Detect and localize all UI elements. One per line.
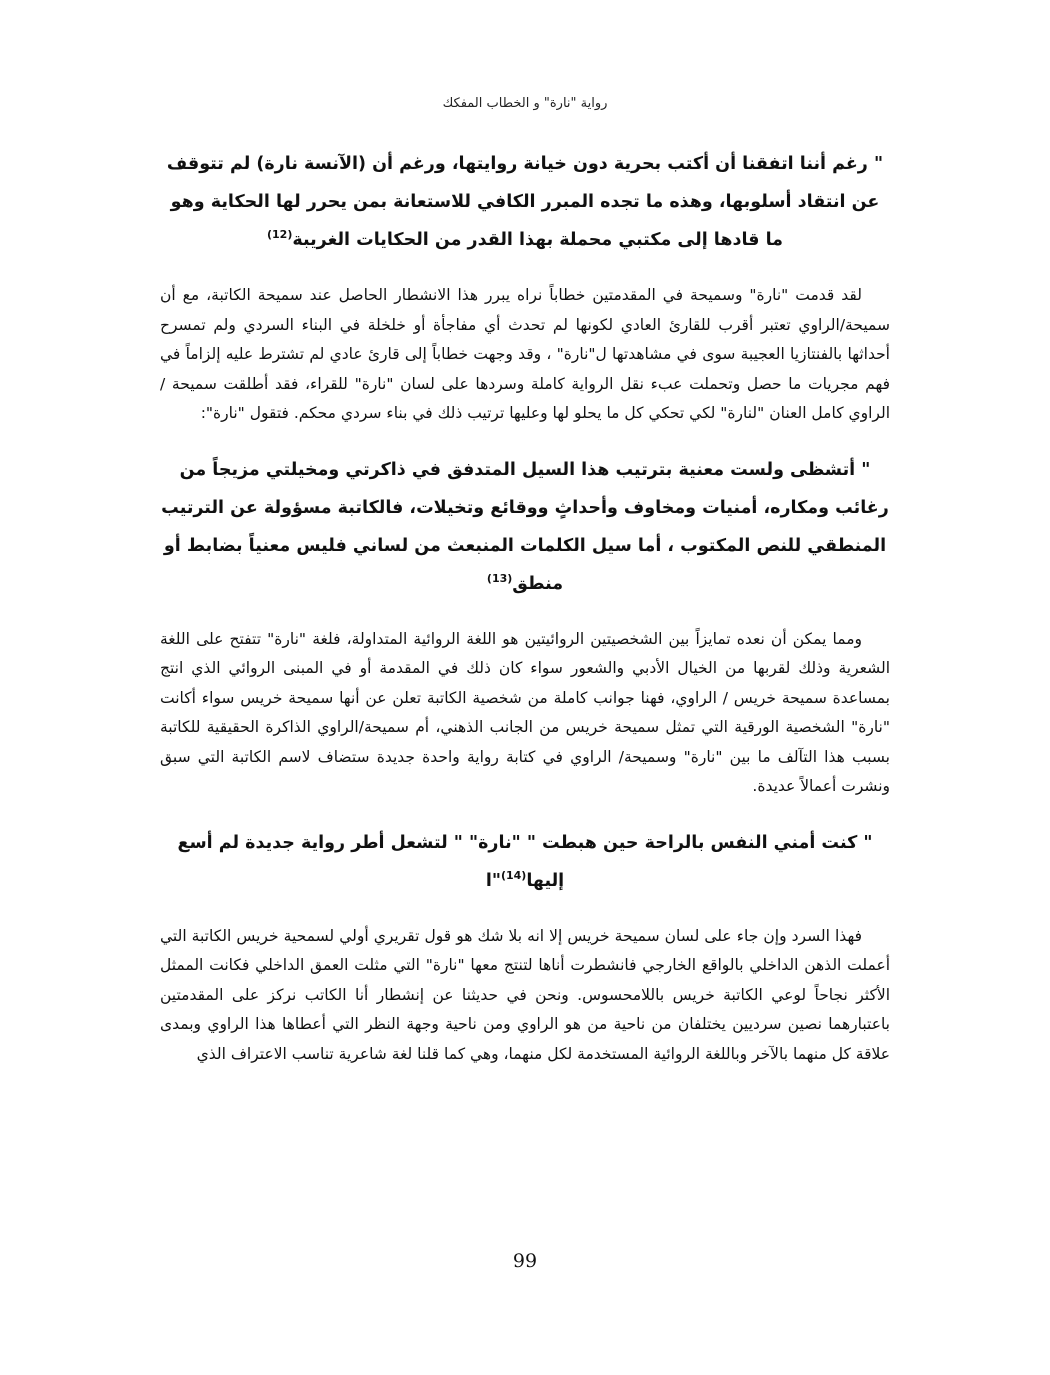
body-paragraph: ومما يمكن أن نعده تمايزاً بين الشخصيتين الروائيتين هو اللغة الروائية المتداولة، فلغة "نارة" تتفتح على اللغة الشعرية وذلك لقربها من الخيال الأدبي والشعور سواء كان ذلك في المقدمة أو في المبنى الروائي الذي انتج بمساعدة سميحة خريس / الراوي، فهنا جوانب كاملة من شخصية الكاتبة تعلن عن أنها سميحة خريس سواء أكانت "نارة" الشخصية الورقية التي تمثل سميحة خريس من الجانب الذهني، أم سميحة/الراوي الذاكرة الحقيقية للكاتبة بسبب هذا التآلف ما بين "نارة" وسميحة/ الراوي في كتابة رواية واحدة جديدة ستضاف لاسم الكاتبة التي سبق ونشرت أعمالاً عديدة. <box>160 629 890 795</box>
body-paragraph: لقد قدمت "نارة" وسميحة في المقدمتين خطاباً نراه يبرر هذا الانشطار الحاصل عند سميحة الكاتبة، مع أن سميحة/الراوي تعتبر أقرب للقارئ العادي لكونها لم تحدث أي مفاجأة أو خلخلة في البناء السردي ولم تمسرح أحداثها بالفنتازيا العجيبة سوى في مشاهدتها ل"نارة" ، وقد وجهت خطاباً إلى قارئ عادي لم تشترط عليه إلزاماً في فهم مجريات ما حصل وتحملت عبء نقل الرواية كاملة وسردها على لسان "نارة" للقراء، فقد أطلقت سميحة / الراوي كامل العنان "لنارة" لكي تحكي كل ما يحلو لها وعليها ترتيب ذلك في بناء سردي محكم. فتقول "نارة": <box>160 286 890 422</box>
quote-text: " رغم أننا اتفقنا أن أكتب بحرية دون خيانة روايتها، ورغم أن (الآنسة نارة) لم تتوقف عن انتقاد أسلوبها، وهذه ما تجده المبرر الكافي للاستعانة بمن يحرر لها الحكاية وهو ما قادها إلى مكتبي محملة بهذا القدر من الحكايات الغريبة <box>166 154 884 250</box>
quote-text: " أتشظى ولست معنية بترتيب هذا السيل المتدفق في ذاكرتي ومخيلتي مزيجاً من رغائب ومكاره، أمنيات ومخاوف وأحداثٍ ووقائع وتخيلات، فالكاتبة مسؤولة عن الترتيب المنطقي للنص المكتوب ، أما سيل الكلمات المنبعث من لساني فليس معنياً بضابط أو منطق <box>161 459 889 594</box>
quote-tail: "ا <box>485 870 501 891</box>
footnote-marker: (13) <box>486 571 513 585</box>
body-paragraph: فهذا السرد وإن جاء على لسان سميحة خريس إلا انه بلا شك هو قول تقريري أولي لسمحية خريس الكاتبة التي أعملت الذهن الداخلي بالواقع الخارجي فانشطرت أناها لتنتج معها "نارة" التي مثلت العمق الداخلي فكانت الممثل الأكثر نجاحاً لوعي الكاتبة خريس باللامحسوس. ونحن في حديثنا عن إنشطار أنا الكاتب نركز على المقدمتين باعتبارهما نصين سرديين يختلفان من ناحية من هو الراوي ومن ناحية وجهة النظر التي أعطاها هذا الراوي وبمدى علاقة كل منهما بالآخر وباللغة الروائية المستخدمة لكل منهما، وهي كما قلنا لغة شاعرية تناسب الاعتراف الذي <box>160 926 890 1063</box>
page-number: 99 <box>512 1250 538 1272</box>
running-header: رواية "نارة" و الخطاب المفكك <box>442 96 608 111</box>
quote-text: " كنت أمني النفس بالراحة حين هبطت " "نارة" " لتشعل أطر رواية جديدة لم أسع إليها <box>177 832 873 891</box>
footnote-marker: (14) <box>500 868 527 882</box>
footnote-marker: (12) <box>266 228 293 242</box>
quote-block <box>160 145 890 259</box>
quote-block <box>160 824 890 900</box>
quote-block <box>160 451 890 603</box>
